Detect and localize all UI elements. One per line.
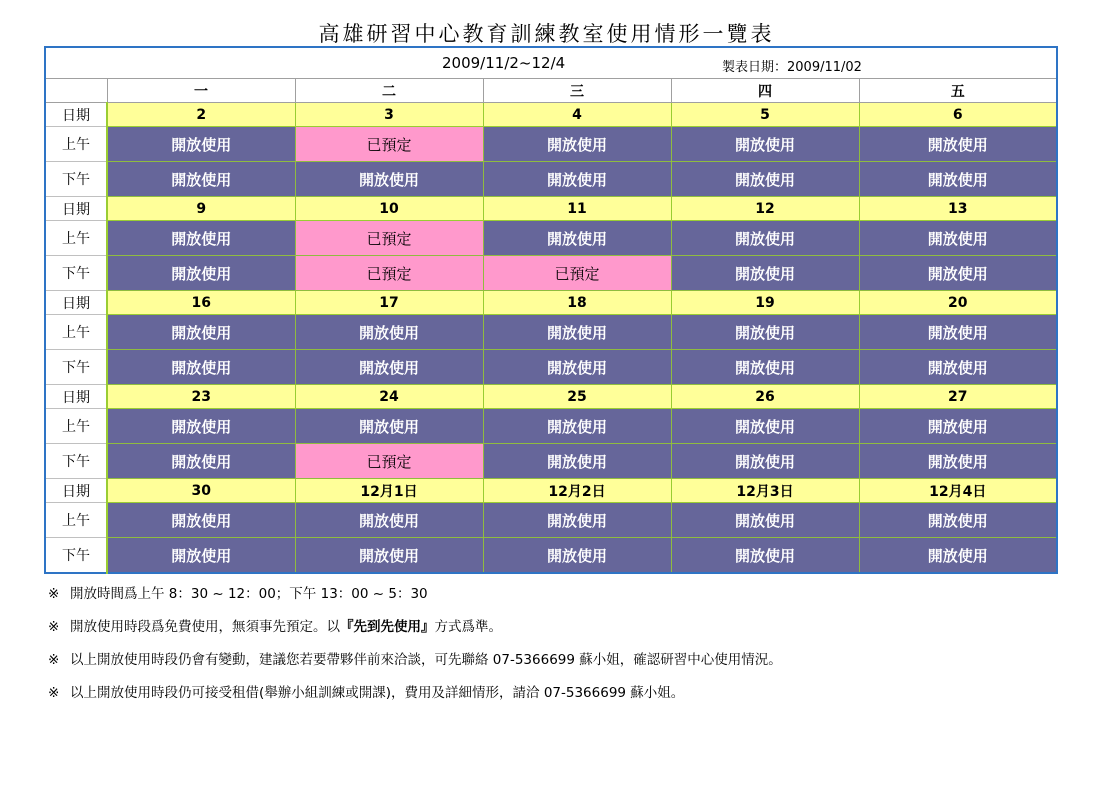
note-line — [48, 585, 1048, 618]
slot-open: 開放使用 — [483, 444, 671, 479]
note-line — [48, 651, 1048, 684]
slot-open: 開放使用 — [859, 315, 1057, 350]
am-row-label: 上午 — [45, 315, 107, 350]
date-cell: 20 — [859, 291, 1057, 315]
slot-open: 開放使用 — [859, 503, 1057, 538]
weekday-header: 二 — [295, 79, 483, 103]
date-row-label: 日期 — [45, 479, 107, 503]
pm-row-label: 下午 — [45, 350, 107, 385]
slot-open: 開放使用 — [859, 409, 1057, 444]
pm-row-label: 下午 — [45, 538, 107, 574]
made-date — [722, 56, 862, 75]
slot-open: 開放使用 — [107, 127, 295, 162]
date-cell: 12月3日 — [671, 479, 859, 503]
made-date-value: 2009/11/02 — [787, 60, 862, 75]
range-row — [45, 47, 1057, 79]
slot-open: 開放使用 — [107, 315, 295, 350]
slot-open: 開放使用 — [671, 315, 859, 350]
note-line — [48, 618, 1048, 651]
slot-open: 開放使用 — [859, 162, 1057, 197]
slot-open: 開放使用 — [859, 444, 1057, 479]
slot-open: 開放使用 — [483, 162, 671, 197]
weekday-corner — [45, 79, 107, 103]
slot-open: 開放使用 — [295, 538, 483, 574]
slot-open: 開放使用 — [859, 538, 1057, 574]
date-row — [45, 479, 1057, 503]
slot-open: 開放使用 — [671, 409, 859, 444]
date-cell: 12月2日 — [483, 479, 671, 503]
slot-open: 開放使用 — [483, 315, 671, 350]
date-cell: 2 — [107, 103, 295, 127]
weekday-header: 三 — [483, 79, 671, 103]
made-date-label: 製表日期： — [722, 60, 788, 75]
note-text: 以上開放使用時段仍可接受租借(舉辦小組訓練或開課)，費用及詳細情形，請洽 07-5366699 蘇小姐。 — [70, 685, 685, 701]
date-cell: 26 — [671, 385, 859, 409]
slot-open: 開放使用 — [483, 221, 671, 256]
slot-open: 開放使用 — [483, 503, 671, 538]
date-row-label: 日期 — [45, 197, 107, 221]
weekday-header: 五 — [859, 79, 1057, 103]
pm-row — [45, 256, 1057, 291]
note-mark: ※ — [48, 652, 60, 668]
slot-booked: 已預定 — [295, 221, 483, 256]
date-row — [45, 197, 1057, 221]
note-mark: ※ — [48, 586, 60, 602]
date-cell: 12月4日 — [859, 479, 1057, 503]
date-cell: 30 — [107, 479, 295, 503]
slot-open: 開放使用 — [107, 256, 295, 291]
slot-open: 開放使用 — [671, 444, 859, 479]
date-cell: 24 — [295, 385, 483, 409]
am-row — [45, 503, 1057, 538]
date-row — [45, 291, 1057, 315]
am-row-label: 上午 — [45, 127, 107, 162]
pm-row — [45, 350, 1057, 385]
pm-row — [45, 538, 1057, 574]
date-cell: 12 — [671, 197, 859, 221]
note-text-after: 方式爲準。 — [434, 619, 502, 635]
slot-open: 開放使用 — [859, 350, 1057, 385]
slot-open: 開放使用 — [107, 350, 295, 385]
date-row — [45, 103, 1057, 127]
slot-open: 開放使用 — [295, 350, 483, 385]
pm-row-label: 下午 — [45, 256, 107, 291]
note-mark: ※ — [48, 685, 60, 701]
range-header — [45, 47, 1057, 79]
slot-open: 開放使用 — [295, 409, 483, 444]
slot-open: 開放使用 — [483, 127, 671, 162]
am-row — [45, 409, 1057, 444]
slot-booked: 已預定 — [295, 256, 483, 291]
slot-open: 開放使用 — [107, 538, 295, 574]
note-line — [48, 684, 1048, 717]
date-cell: 3 — [295, 103, 483, 127]
date-cell: 16 — [107, 291, 295, 315]
slot-open: 開放使用 — [859, 256, 1057, 291]
slot-open: 開放使用 — [295, 315, 483, 350]
date-cell: 4 — [483, 103, 671, 127]
am-row-label: 上午 — [45, 221, 107, 256]
slot-open: 開放使用 — [671, 162, 859, 197]
date-cell: 5 — [671, 103, 859, 127]
slot-open: 開放使用 — [483, 409, 671, 444]
date-cell: 13 — [859, 197, 1057, 221]
slot-open: 開放使用 — [483, 350, 671, 385]
note-text: 開放時間爲上午 8：30 ~ 12：00；下午 13：00 ~ 5：30 — [70, 586, 428, 602]
pm-row — [45, 444, 1057, 479]
weekday-row — [45, 79, 1057, 103]
slot-open: 開放使用 — [671, 127, 859, 162]
slot-open: 開放使用 — [671, 503, 859, 538]
date-row-label: 日期 — [45, 103, 107, 127]
pm-row-label: 下午 — [45, 162, 107, 197]
am-row-label: 上午 — [45, 503, 107, 538]
slot-open: 開放使用 — [107, 409, 295, 444]
pm-row-label: 下午 — [45, 444, 107, 479]
page-title: 高雄研習中心教育訓練教室使用情形一覽表 — [318, 22, 775, 46]
note-text: 以上開放使用時段仍會有變動，建議您若要帶夥伴前來洽談，可先聯絡 07-5366699 蘇小姐，確認研習中心使用情況。 — [70, 652, 782, 668]
date-cell: 25 — [483, 385, 671, 409]
slot-open: 開放使用 — [671, 221, 859, 256]
date-cell: 10 — [295, 197, 483, 221]
slot-booked: 已預定 — [295, 444, 483, 479]
date-cell: 6 — [859, 103, 1057, 127]
schedule-table — [44, 46, 1058, 574]
date-range: 2009/11/2~12/4 — [442, 54, 566, 72]
date-cell: 12月1日 — [295, 479, 483, 503]
am-row-label: 上午 — [45, 409, 107, 444]
date-cell: 27 — [859, 385, 1057, 409]
slot-open: 開放使用 — [859, 127, 1057, 162]
slot-open: 開放使用 — [483, 538, 671, 574]
date-cell: 18 — [483, 291, 671, 315]
date-cell: 23 — [107, 385, 295, 409]
slot-open: 開放使用 — [107, 444, 295, 479]
weekday-header: 一 — [107, 79, 295, 103]
am-row — [45, 221, 1057, 256]
note-text: 開放使用時段爲免費使用，無須事先預定。以 — [70, 619, 340, 635]
date-cell: 11 — [483, 197, 671, 221]
slot-booked: 已預定 — [483, 256, 671, 291]
date-row — [45, 385, 1057, 409]
am-row — [45, 315, 1057, 350]
slot-open: 開放使用 — [671, 538, 859, 574]
date-row-label: 日期 — [45, 385, 107, 409]
notes-section — [48, 585, 1048, 717]
am-row — [45, 127, 1057, 162]
slot-booked: 已預定 — [295, 127, 483, 162]
date-row-label: 日期 — [45, 291, 107, 315]
slot-open: 開放使用 — [295, 162, 483, 197]
weekday-header: 四 — [671, 79, 859, 103]
date-cell: 19 — [671, 291, 859, 315]
note-emphasis: 『先到先使用』 — [340, 619, 435, 635]
pm-row — [45, 162, 1057, 197]
slot-open: 開放使用 — [671, 256, 859, 291]
slot-open: 開放使用 — [107, 162, 295, 197]
slot-open: 開放使用 — [671, 350, 859, 385]
date-cell: 17 — [295, 291, 483, 315]
slot-open: 開放使用 — [295, 503, 483, 538]
slot-open: 開放使用 — [107, 221, 295, 256]
note-mark: ※ — [48, 619, 60, 635]
date-cell: 9 — [107, 197, 295, 221]
slot-open: 開放使用 — [859, 221, 1057, 256]
slot-open: 開放使用 — [107, 503, 295, 538]
